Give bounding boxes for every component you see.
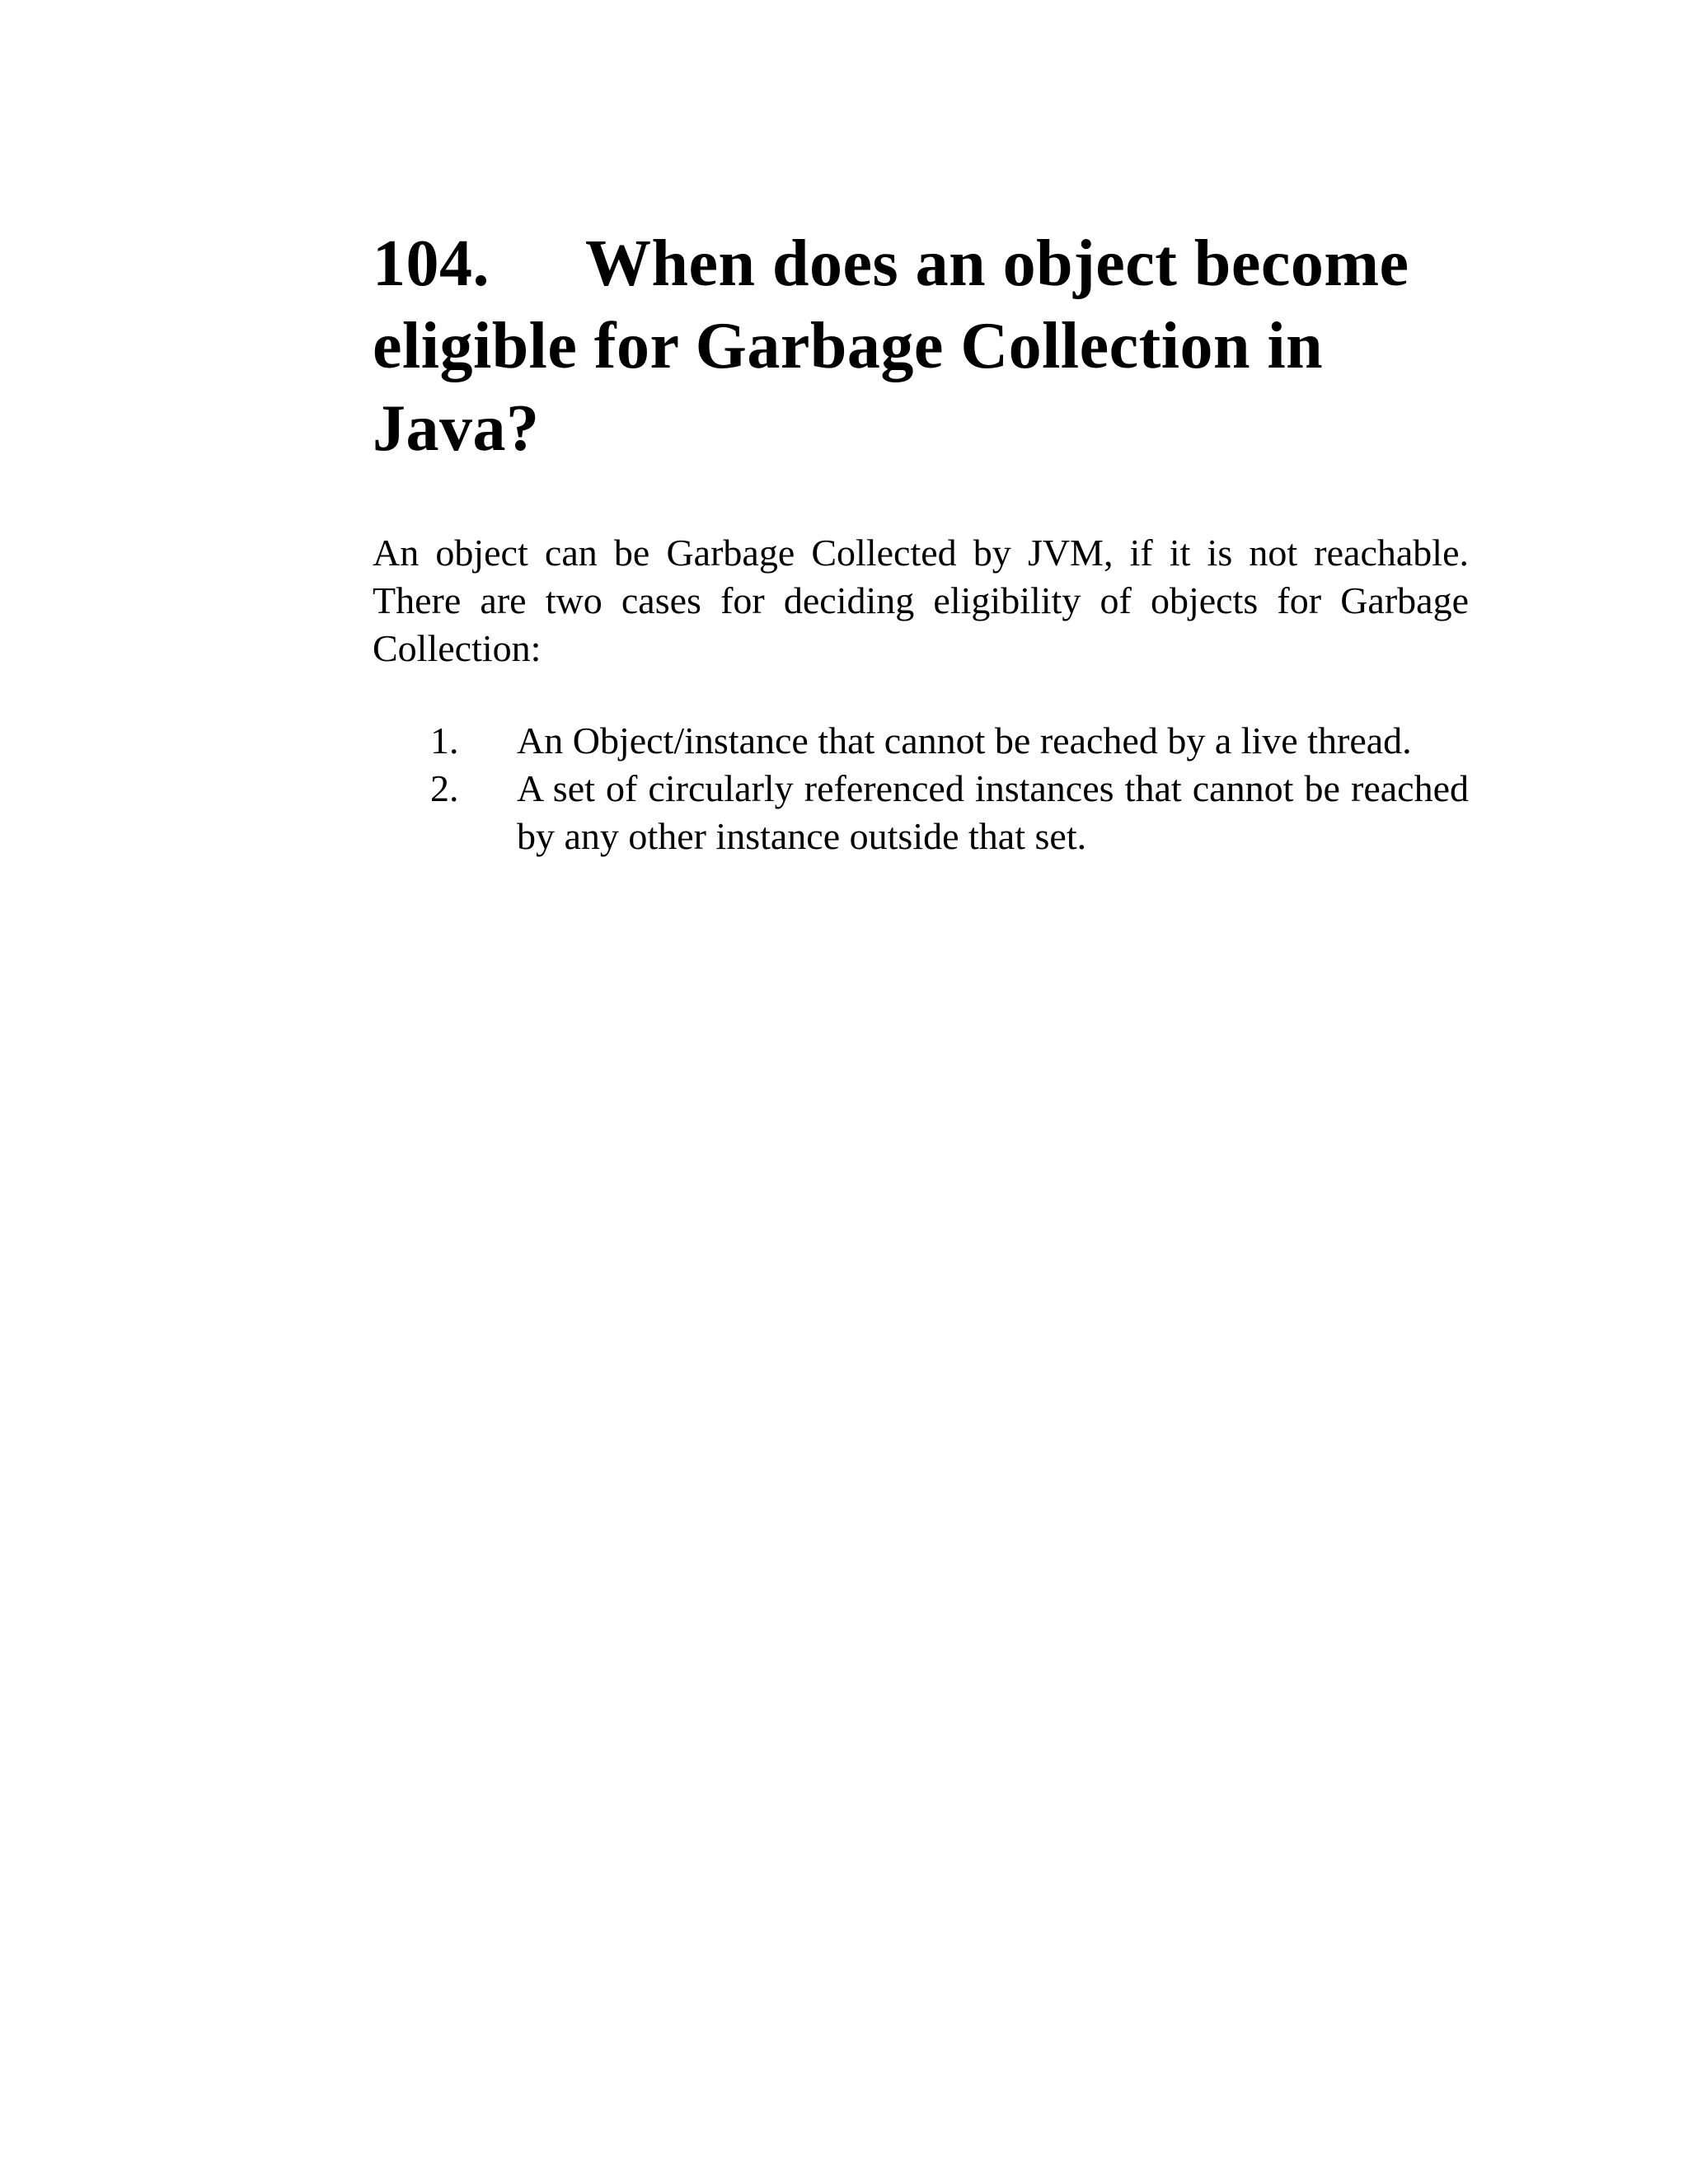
list-item: [373, 717, 1469, 765]
answer-paragraph: An object can be Garbage Collected by JVM, if it is not reachable. There are two cases for deciding eligibility of objects for Garbage Collection:: [373, 532, 1469, 669]
list-item-text: An Object/instance that cannot be reached by a live thread.: [517, 719, 1412, 762]
list-item: [373, 765, 1469, 860]
question-heading: [373, 223, 1469, 470]
list-item-text: A set of circularly referenced instances that cannot be reached by any other instance outside that set.: [517, 767, 1469, 857]
criteria-list: [373, 717, 1469, 860]
page-content: [373, 223, 1469, 860]
list-item-marker: 2.: [430, 767, 459, 809]
question-title: When does an object become eligible for Garbage Collection in Java?: [373, 227, 1409, 465]
list-item-marker: 1.: [430, 719, 459, 762]
question-number: 104.: [373, 227, 490, 300]
